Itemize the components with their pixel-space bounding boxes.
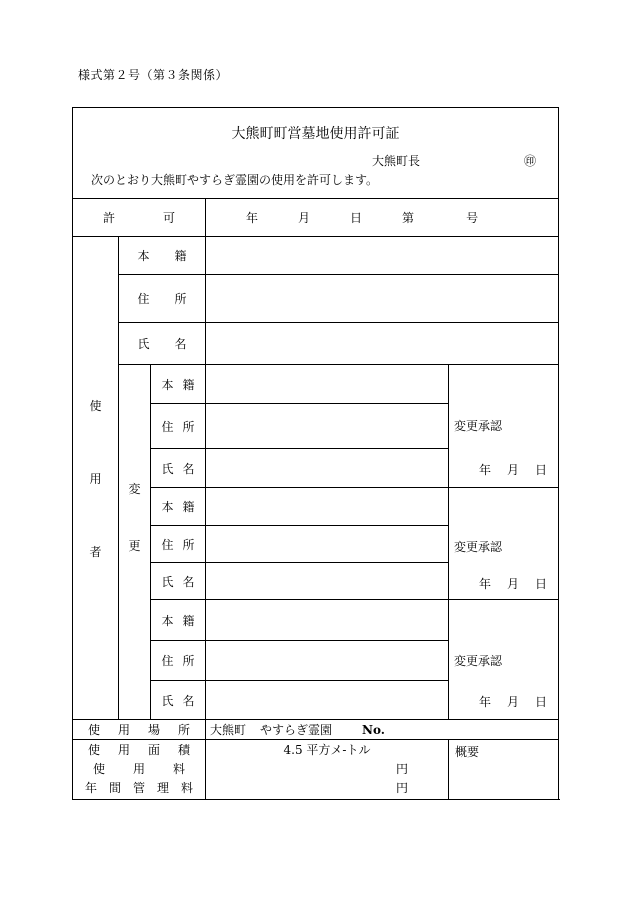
change1-domicile-label: 本 籍 xyxy=(151,365,206,404)
change1-name-label: 氏 名 xyxy=(151,449,206,488)
fee-label: 使 用 料 xyxy=(92,762,185,776)
change1-name-field[interactable] xyxy=(206,449,449,488)
annual-fee-unit: 円 xyxy=(395,781,408,795)
summary-field[interactable] xyxy=(449,740,559,800)
location-label: 使 用 場 所 xyxy=(73,720,206,740)
change2-address-label: 住 所 xyxy=(151,526,206,563)
user-name-field[interactable] xyxy=(206,323,559,365)
change3-approval[interactable]: 変更承認 年 月 日 xyxy=(449,600,559,720)
change3-name-label: 氏 名 xyxy=(151,681,206,720)
user-domicile-field[interactable] xyxy=(206,237,559,275)
change3-domicile-field[interactable] xyxy=(206,600,449,641)
change3-domicile-label: 本 籍 xyxy=(151,600,206,641)
permit-label: 許 可 xyxy=(73,199,206,237)
form-header xyxy=(73,108,559,199)
form-title: 大熊町町営墓地使用許可証 xyxy=(231,126,400,142)
seal-mark: ㊞ xyxy=(524,154,537,168)
permit-form xyxy=(72,107,559,800)
location-field[interactable]: 大熊町 やすらぎ霊園 No. xyxy=(206,720,559,740)
change2-name-field[interactable] xyxy=(206,563,449,600)
fee-labels xyxy=(73,740,206,800)
change3-name-field[interactable] xyxy=(206,681,449,720)
change1-approval[interactable]: 変更承認 年 月 日 xyxy=(449,365,559,488)
change3-address-label: 住 所 xyxy=(151,641,206,681)
user-address-label: 住 所 xyxy=(119,275,206,323)
user-label: 使 用 者 xyxy=(73,237,119,720)
issuer: 大熊町長 xyxy=(372,154,421,168)
change1-address-field[interactable] xyxy=(206,404,449,449)
location-number-label: No. xyxy=(362,723,385,737)
area-label: 使 用 面 積 xyxy=(87,743,190,757)
permit-statement: 次のとおり大熊町やすらぎ霊園の使用を許可します。 xyxy=(91,173,379,187)
fee-values[interactable] xyxy=(206,740,449,800)
change2-domicile-label: 本 籍 xyxy=(151,488,206,526)
change3-address-field[interactable] xyxy=(206,641,449,681)
area-value: 4.5 平方メ-トル xyxy=(283,743,371,757)
summary-label: 概要 xyxy=(455,745,480,759)
change2-approval[interactable]: 変更承認 年 月 日 xyxy=(449,488,559,600)
change1-address-label: 住 所 xyxy=(151,404,206,449)
annual-fee-label: 年 間 管 理 料 xyxy=(84,781,193,795)
user-name-label: 氏 名 xyxy=(119,323,206,365)
permit-date-number[interactable]: 年 月 日 第 号 xyxy=(206,199,559,237)
change2-address-field[interactable] xyxy=(206,526,449,563)
fee-unit: 円 xyxy=(395,762,408,776)
form-number: 様式第２号（第３条関係） xyxy=(78,68,229,82)
change2-domicile-field[interactable] xyxy=(206,488,449,526)
user-domicile-label: 本 籍 xyxy=(119,237,206,275)
change2-name-label: 氏 名 xyxy=(151,563,206,600)
change1-domicile-field[interactable] xyxy=(206,365,449,404)
change-label: 変 更 xyxy=(119,365,151,720)
user-address-field[interactable] xyxy=(206,275,559,323)
